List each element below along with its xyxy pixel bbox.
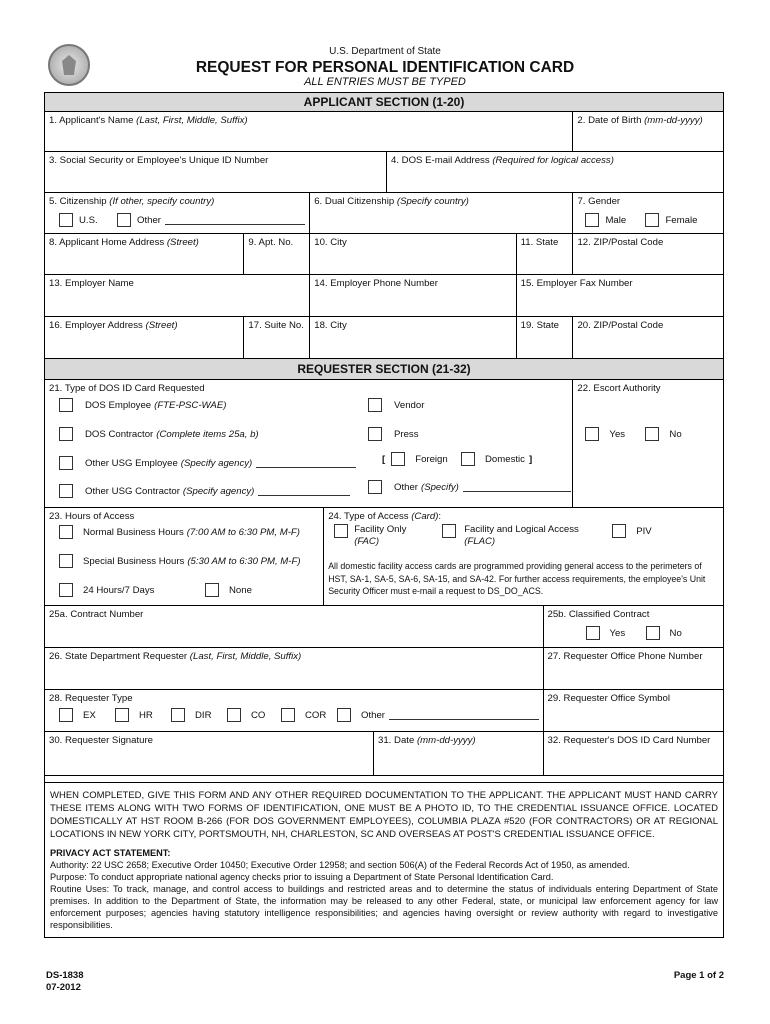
24-hours-checkbox[interactable] — [59, 583, 73, 597]
field-citizenship: 5. Citizenship (If other, specify country) U.S. Other — [45, 193, 310, 233]
foreign-checkbox[interactable] — [391, 452, 405, 466]
field-zip[interactable]: 12. ZIP/Postal Code — [577, 237, 664, 248]
privacy-act-statement: PRIVACY ACT STATEMENT: Authority: 22 USC 2658; Executive Order 10450; Executive Order 12958; and section 506(A) of the Federal Records Act of 1950, as amended. Purpose: To conduct appropriate national agency checks prior to issuing a Department of State Personal Identification Card. Routine Uses: To track, manage, and control access to buildings and restricted areas and to determine the status of individuals entering Department of State premises. In addition to the Department of State, the information may be released to any other Federal, state, or municipal law enforcement agency for law enforcement purposes; agencies having statutory intelligence responsibilities; and agencies having oversight or review authority with regard to investigative responsibilities. — [50, 848, 718, 930]
field-applicant-name[interactable]: 1. Applicant's Name (Last, First, Middle, Suffix) — [45, 112, 573, 151]
field-gender: 7. Gender Male Female — [577, 196, 698, 226]
escort-yes-checkbox[interactable] — [585, 427, 599, 441]
field-escort-authority: 22. Escort Authority Yes No — [577, 383, 682, 440]
classified-no-checkbox[interactable] — [646, 626, 660, 640]
vendor-checkbox[interactable] — [368, 398, 382, 412]
form-number: DS-1838 07-2012 — [46, 970, 84, 993]
field-requester-id-number[interactable]: 32. Requester's DOS ID Card Number — [547, 735, 711, 746]
other-type-checkbox[interactable] — [368, 480, 382, 494]
usg-employee-checkbox[interactable] — [59, 456, 73, 470]
form-body — [44, 92, 724, 938]
field-date-of-birth[interactable]: 2. Date of Birth (mm-dd-yyyy) — [577, 115, 703, 126]
field-card-type: 21. Type of DOS ID Card Requested DOS Employee (FTE-PSC-WAE) Vendor DOS Contractor (Complete items 25a, b) Press Other USG Employee (Specify agency) [ Foreign Domestic ] Other USG Contractor (Specify agency) Other (Specify) — [45, 380, 573, 507]
other-requester-checkbox[interactable] — [337, 708, 351, 722]
hr-checkbox[interactable] — [115, 708, 129, 722]
normal-hours-checkbox[interactable] — [59, 525, 73, 539]
field-dual-citizenship[interactable]: 6. Dual Citizenship (Specify country) — [310, 193, 573, 233]
field-classified-contract: 25b. Classified Contract Yes No — [547, 609, 682, 639]
field-state-dept-requester[interactable]: 26. State Department Requester (Last, First, Middle, Suffix) — [45, 648, 544, 689]
facility-only-checkbox[interactable] — [334, 524, 348, 538]
instructions-notice: WHEN COMPLETED, GIVE THIS FORM AND ANY OTHER REQUIRED DOCUMENTATION TO THE APPLICANT. THE APPLICANT MUST HAND CARRY THESE ITEMS ALONG WITH TWO FORMS OF IDENTIFICATION, ONE MUST BE A PHOTO ID, TO THE CREDENTIAL ISSUANCE OFFICE. LOCATED DOMESTICALLY AT HST ROOM B-266 (FOR DOS GOVERNMENT EMPLOYEES), COLUMBIA PLAZA #520 (FOR CONTRACTORS) OR AT REGIONAL LOCATIONS IN NEW YORK CITY, PORTSMOUTH, NH, CHARLESTON, SC AND OVERSEAS AT POST'S CREDENTIAL ISSUANCE OFFICE. — [50, 790, 718, 840]
field-employer-phone[interactable]: 14. Employer Phone Number — [310, 275, 516, 316]
field-state[interactable]: 11. State — [517, 234, 574, 274]
press-checkbox[interactable] — [368, 427, 382, 441]
field-employer-name[interactable]: 13. Employer Name — [45, 275, 310, 316]
dos-employee-checkbox[interactable] — [59, 398, 73, 412]
co-checkbox[interactable] — [227, 708, 241, 722]
other-citizenship-checkbox[interactable] — [117, 213, 131, 227]
classified-yes-checkbox[interactable] — [586, 626, 600, 640]
field-type-of-access: 24. Type of Access (Card): Facility Only (FAC) Facility and Logical Access (FLAC) PIV All domestic facility access cards are programmed providing general access to the perimeters of HST, SA-1, SA-5, SA-6, SA-15, and SA-42. For further access requirements, the employee's Unit Security Officer must e-mail a request to DS_DO_ACS. — [324, 508, 723, 605]
field-city[interactable]: 10. City — [310, 234, 516, 274]
none-hours-checkbox[interactable] — [205, 583, 219, 597]
field-employer-zip[interactable]: 20. ZIP/Postal Code — [577, 320, 664, 331]
field-suite-no[interactable]: 17. Suite No. — [244, 317, 310, 358]
field-apt-no[interactable]: 9. Apt. No. — [244, 234, 310, 274]
field-employer-fax[interactable]: 15. Employer Fax Number — [520, 278, 633, 289]
access-note: All domestic facility access cards are programmed providing general access to the perimeters of HST, SA-1, SA-5, SA-6, SA-15, and SA-42. For further access requirements, the employee's Unit Security Officer must e-mail a request to DS_DO_ACS. — [328, 561, 706, 596]
applicant-section-header: APPLICANT SECTION (1-20) — [45, 93, 723, 112]
female-checkbox[interactable] — [645, 213, 659, 227]
ex-checkbox[interactable] — [59, 708, 73, 722]
field-ssn[interactable]: 3. Social Security or Employee's Unique ID Number — [45, 152, 387, 192]
dir-checkbox[interactable] — [171, 708, 185, 722]
form-title: REQUEST FOR PERSONAL IDENTIFICATION CARD — [195, 59, 575, 76]
male-checkbox[interactable] — [585, 213, 599, 227]
field-office-symbol[interactable]: 29. Requester Office Symbol — [547, 693, 670, 704]
field-home-address[interactable]: 8. Applicant Home Address (Street) — [45, 234, 244, 274]
dos-contractor-checkbox[interactable] — [59, 427, 73, 441]
field-signature-date[interactable]: 31. Date (mm-dd-yyyy) — [374, 732, 544, 775]
field-requester-type: 28. Requester Type EX HR DIR CO COR Other — [45, 690, 544, 731]
special-hours-checkbox[interactable] — [59, 554, 73, 568]
field-employer-state[interactable]: 19. State — [517, 317, 574, 358]
form-subtitle: ALL ENTRIES MUST BE TYPED — [304, 76, 466, 88]
department-name: U.S. Department of State — [329, 46, 441, 57]
domestic-checkbox[interactable] — [461, 452, 475, 466]
field-employer-city[interactable]: 18. City — [310, 317, 516, 358]
cor-checkbox[interactable] — [281, 708, 295, 722]
field-employer-address[interactable]: 16. Employer Address (Street) — [45, 317, 244, 358]
field-hours-of-access: 23. Hours of Access Normal Business Hours (7:00 AM to 6:30 PM, M-F) Special Business Hours (5:30 AM to 6:30 PM, M-F) 24 Hours/7 Days None — [45, 508, 324, 605]
field-requester-signature[interactable]: 30. Requester Signature — [45, 732, 374, 775]
flac-checkbox[interactable] — [442, 524, 456, 538]
usg-contractor-checkbox[interactable] — [59, 484, 73, 498]
field-requester-phone[interactable]: 27. Requester Office Phone Number — [547, 651, 703, 662]
page-number: Page 1 of 2 — [673, 970, 724, 981]
field-contract-number[interactable]: 25a. Contract Number — [45, 606, 544, 647]
requester-section-header: REQUESTER SECTION (21-32) — [45, 359, 723, 380]
field-email[interactable]: 4. DOS E-mail Address (Required for logical access) — [391, 155, 614, 166]
piv-checkbox[interactable] — [612, 524, 626, 538]
us-checkbox[interactable] — [59, 213, 73, 227]
escort-no-checkbox[interactable] — [645, 427, 659, 441]
